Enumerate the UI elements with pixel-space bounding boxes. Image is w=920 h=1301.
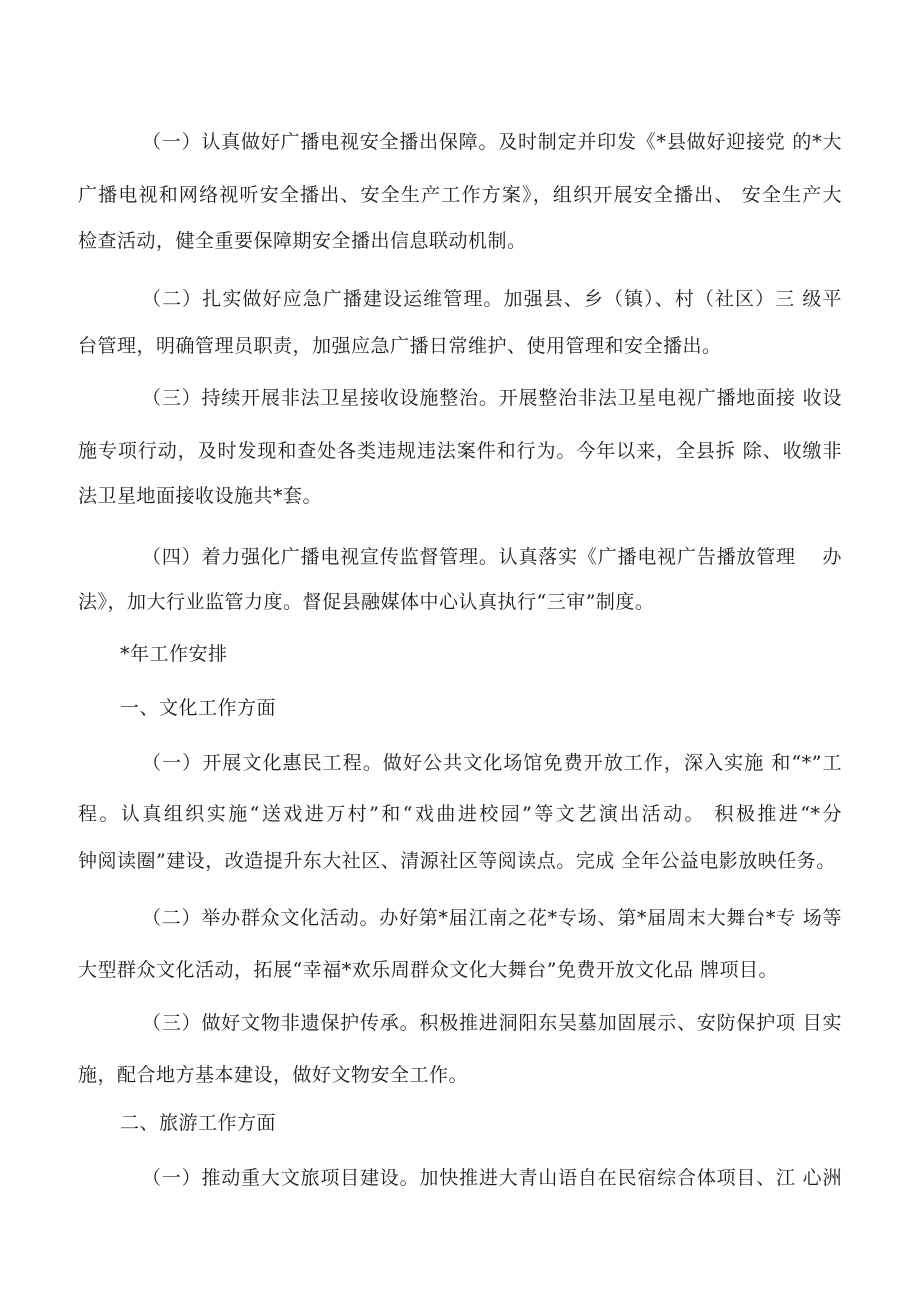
- paragraph-line: 大型群众文化活动，拓展“幸福*欢乐周群众文化大舞台”免费开放文化品 牌项目。: [78, 959, 778, 981]
- paragraph-line: 施专项行动，及时发现和查处各类违规违法案件和行为。今年以来，全县拆 除、收缴非: [78, 440, 842, 462]
- paragraph-line: 钟阅读圈”建设，改造提升东大社区、清源社区等阅读点。完成 全年公益电影放映任务。: [78, 850, 836, 872]
- section-heading: *年工作安排: [120, 643, 228, 665]
- section-heading: 一、文化工作方面: [120, 697, 277, 719]
- paragraph-line: 法卫星地面接收设施共*套。: [78, 485, 323, 507]
- paragraph-line: 程。认真组织实施“送戏进万村”和“戏曲进校园”等文艺演出活动。 积极推进“*分: [78, 803, 842, 825]
- paragraph-line: （一）认真做好广播电视安全播出保障。及时制定并印发《*县做好迎接党 的*大: [142, 131, 842, 153]
- paragraph-line: （二）扎实做好应急广播建设运维管理。加强县、乡（镇）、村（社区）三 级平: [142, 288, 842, 310]
- paragraph-line: （二）举办群众文化活动。办好第*届江南之花*专场、第*届周末大舞台*专 场等: [142, 907, 842, 929]
- paragraph-line: （三）做好文物非遗保护传承。积极推进洞阳东吴墓加固展示、安防保护项 目实: [142, 1012, 842, 1034]
- paragraph-line: 施，配合地方基本建设，做好文物安全工作。: [78, 1064, 469, 1086]
- paragraph-line: （四）着力强化广播电视宣传监督管理。认真落实《广播电视广告播放管理 办: [142, 546, 842, 568]
- paragraph-line: 台管理，明确管理员职责，加强应急广播日常维护、使用管理和安全播出。: [78, 335, 722, 357]
- paragraph-line: 法》，加大行业监管力度。督促县融媒体中心认真执行“三审”制度。: [78, 591, 655, 613]
- paragraph-line: （三）持续开展非法卫星接收设施整治。开展整治非法卫星电视广播地面接 收设: [142, 387, 842, 409]
- paragraph-line: 广播电视和网络视听安全播出、安全生产工作方案》，组织开展安全播出、 安全生产大: [78, 184, 842, 206]
- section-heading: 二、旅游工作方面: [120, 1112, 277, 1134]
- paragraph-line: （一）推动重大文旅项目建设。加快推进大青山语自在民宿综合体项目、江 心洲: [142, 1167, 842, 1189]
- paragraph-line: （一）开展文化惠民工程。做好公共文化场馆免费开放工作，深入实施 和“*”工: [142, 752, 842, 774]
- paragraph-line: 检查活动，健全重要保障期安全播出信息联动机制。: [78, 230, 527, 252]
